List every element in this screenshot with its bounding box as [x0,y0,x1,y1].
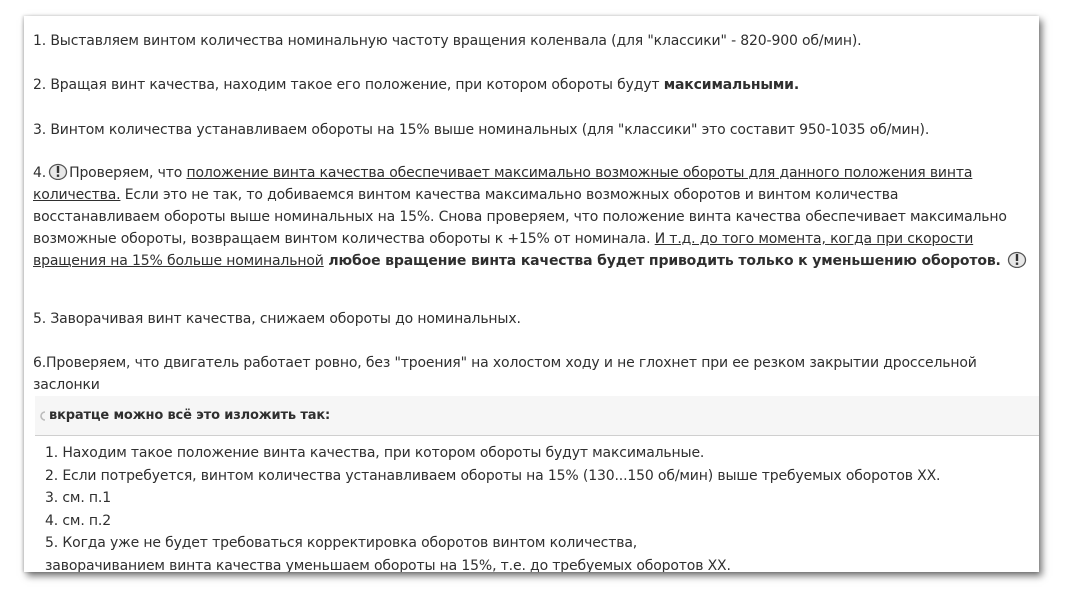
summary-title: вкратце можно всё это изложить так: [49,408,331,423]
summary-quote-box [35,396,1039,572]
quote-icon [37,410,47,422]
step-4-bold: любое вращение винта качества будет приводить только к уменьшению оборотов. [323,253,1001,269]
summary-line: 5. Когда уже не будет требоваться корректировка оборотов винтом количества, [45,535,638,551]
summary-line: 2. Если потребуется, винтом количества устанавливаем обороты на 15% (130...150 об/мин) выше требуемых оборотов ХХ. [45,467,941,484]
warning-icon [1007,250,1027,268]
summary-body [45,442,1035,572]
step-4-number: 4. [33,165,47,181]
step-6: 6.Проверяем, что двигатель работает ровно, без "троения" на холостом ходу и не глохнет при ее резком закрытии дроссельной заслонки [33,355,977,393]
summary-line: 1. Находим такое положение винта качества, при котором обороты будут максимальные. [45,445,705,461]
summary-line: 3. см. п.1 [45,490,111,506]
step-2 [33,74,1028,96]
document-sheet [24,16,1039,572]
warning-icon [48,162,68,180]
step-5: 5. Заворачивая винт качества, снижаем обороты до номинальных. [33,311,521,327]
step-4 [33,162,1028,272]
summary-line: заворачиванием винта качества уменьшаем обороты на 15%, т.е. до требуемых оборотов ХХ. [45,557,731,572]
summary-header [35,396,1039,436]
step-4-underline-1: положение винта качества обеспечивает максимально возможные обороты для данного положения винта количества. [33,165,973,203]
step-3: 3. Винтом количества устанавливаем обороты на 15% выше номинальных (для "классики" это составит 950-1035 об/мин). [33,122,930,138]
step-1: 1. Выставляем винтом количества номинальную частоту вращения коленвала (для "классики" - 820-900 об/мин). [33,33,862,49]
step-4-text-b: Если это не так, то добиваемся винтом качества максимально возможных оборотов и винтом количества восстанавливаем обороты выше номинальных на 15%. Снова проверяем, что положение винта качества обеспечивает максимально возможные обороты, возвращаем винтом количества обороты к +15% от номинала. [33,187,1007,247]
step-4-underline-2: И т.д. до того момента, когда при скорости вращения на 15% больше номинальной [33,231,974,269]
step-2-bold: максимальными. [663,77,800,93]
step-4-text-a: Проверяем, что [69,165,187,181]
summary-line: 4. см. п.2 [45,512,111,529]
step-2-text: 2. Вращая винт качества, находим такое его положение, при котором обороты будут [33,77,664,93]
